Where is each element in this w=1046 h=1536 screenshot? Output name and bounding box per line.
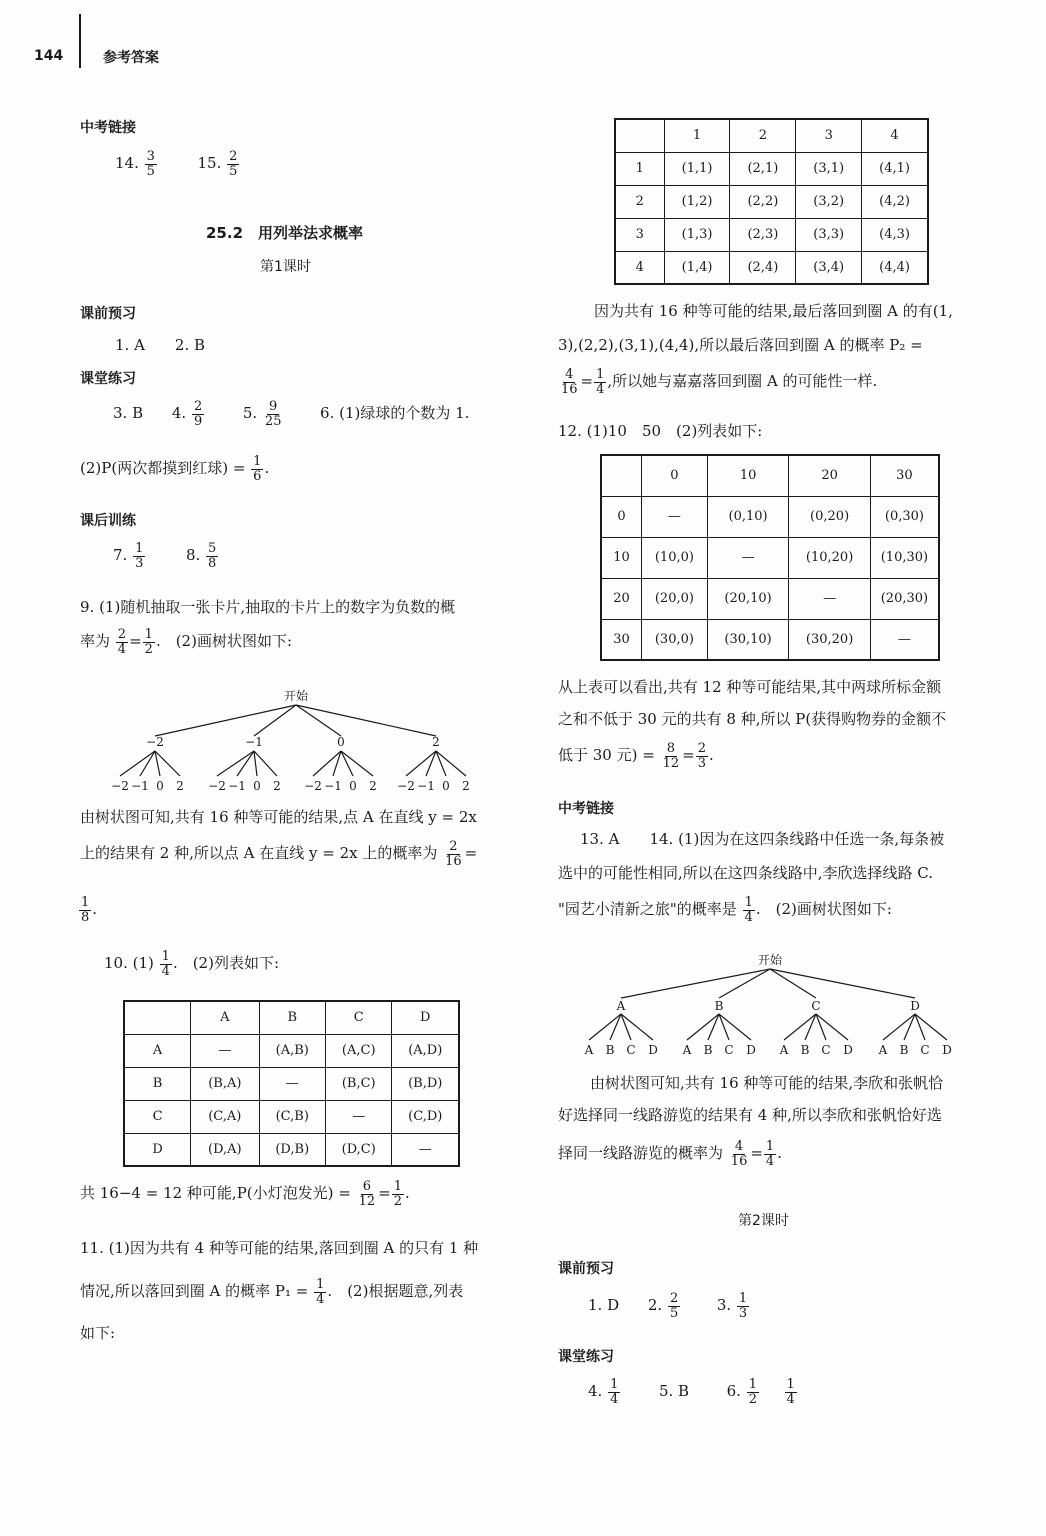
fraction: $\frac{4}{16}$ [730, 1139, 748, 1169]
class-practice-2-answers: 4. $\frac{1}{4}$ 5. B 6. $\frac{1}{2}$ $\frac{1}{4}$ [588, 1377, 795, 1407]
table-cell: — [707, 537, 789, 578]
table-row-label: 30 [601, 619, 641, 660]
svg-text:B: B [605, 1043, 615, 1057]
page-number: 144 [34, 48, 64, 64]
tree-diagram-1 [100, 680, 520, 800]
p11-line-1: 因为共有 16 种等可能的结果,最后落回到圈 A 的有(1, [594, 302, 953, 320]
table-cell: — [392, 1133, 459, 1166]
table-cell: (D,B) [259, 1133, 325, 1166]
table-cell: (D,A) [191, 1133, 259, 1166]
svg-text:A: A [682, 1043, 692, 1057]
svg-text:C: C [811, 999, 821, 1013]
table-cell: (10,30) [870, 537, 939, 578]
svg-text:D: D [942, 1043, 952, 1057]
table-cell: — [259, 1067, 325, 1100]
table-cell: (C,B) [259, 1100, 325, 1133]
q11-line-3: 如下: [80, 1324, 116, 1342]
table-header-cell: 0 [641, 455, 707, 496]
fraction: $\frac{1}{4}$ [316, 1277, 325, 1307]
q9-line-4: 上的结果有 2 种,所以点 A 在直线 y = 2x 上的概率为 $\frac{2}{16}$ = [80, 839, 478, 869]
q12-line: 12. (1)10 50 (2)列表如下: [558, 422, 763, 440]
svg-text:0: 0 [349, 779, 357, 793]
tree2-leaf-branches [589, 1014, 947, 1040]
table-cell: (30,10) [707, 619, 789, 660]
class-practice-answers: 3. B 4. $\frac{2}{9}$ 5. $\frac{9}{25}$ 6. (1)绿球的个数为 1. [113, 399, 470, 429]
tree1-leaves [111, 779, 470, 793]
table-header-cell: 2 [730, 119, 796, 152]
tree2-branches [621, 969, 915, 998]
fraction: $\frac{1}{4}$ [765, 1139, 775, 1169]
svg-text:D: D [746, 1043, 756, 1057]
table-row [124, 1100, 459, 1133]
table-cell: (20,30) [870, 578, 939, 619]
table-cell: (3,1) [796, 152, 862, 185]
table-cell: (20,0) [641, 578, 707, 619]
fraction: $\frac{2}{4}$ [117, 627, 127, 657]
tree1-leaf-branches [120, 751, 466, 776]
q10-line: 10. (1) $\frac{1}{4}$ . (2)列表如下: [104, 949, 280, 979]
table-cell: — [641, 496, 707, 537]
svg-text:B: B [703, 1043, 713, 1057]
table-row-label: 20 [601, 578, 641, 619]
fraction: $\frac{1}{8}$ [81, 895, 90, 925]
fraction: $\frac{8}{12}$ [662, 741, 680, 771]
q11-line-1: 11. (1)因为共有 4 种等可能的结果,落回到圈 A 的只有 1 种 [80, 1239, 479, 1257]
table-row [615, 152, 928, 185]
table-row-label: 1 [615, 152, 664, 185]
q14-line-2: 选中的可能性相同,所以在这四条线路中,李欣选择线路 C. [558, 864, 934, 882]
table-cell: (A,D) [392, 1034, 459, 1067]
q11-line-2: 情况,所以落回到圈 A 的概率 P₁ = $\frac{1}{4}$ . (2)根据题意,列表 [80, 1277, 464, 1307]
svg-text:B: B [714, 999, 724, 1013]
tree2-level1 [616, 999, 920, 1013]
svg-text:−1: −1 [417, 779, 435, 793]
heading-preview: 课前预习 [80, 306, 136, 322]
table-cell: (B,A) [191, 1067, 259, 1100]
table-cell: — [870, 619, 939, 660]
fraction: $\frac{3}{5}$ [146, 149, 155, 179]
q9-line-2: 率为 $\frac{2}{4}$ = $\frac{1}{2}$ . (2)画树状图如下: [80, 627, 293, 657]
svg-text:A: A [878, 1043, 888, 1057]
heading-after-class: 课后训练 [80, 513, 136, 529]
table-cell: (2,1) [730, 152, 796, 185]
fraction: $\frac{6}{12}$ [358, 1179, 376, 1209]
table-row [601, 619, 939, 660]
table-header-cell: 10 [707, 455, 789, 496]
svg-text:D: D [910, 999, 920, 1013]
table-header-cell [124, 1001, 191, 1034]
svg-text:2: 2 [462, 779, 470, 793]
fraction: $\frac{5}{8}$ [208, 541, 217, 571]
table-cell: (4,1) [862, 152, 928, 185]
table-row-label: D [124, 1133, 191, 1166]
table-1234 [614, 118, 929, 285]
svg-text:A: A [584, 1043, 594, 1057]
table-cell: — [789, 578, 871, 619]
lesson-2-title: 第2课时 [738, 1213, 789, 1229]
table-header-cell: 30 [870, 455, 939, 496]
table-cell: (0,30) [870, 496, 939, 537]
svg-text:2: 2 [273, 779, 281, 793]
fraction: $\frac{1}{2}$ [144, 627, 153, 657]
svg-text:−1: −1 [131, 779, 149, 793]
fraction: $\frac{1}{2}$ [393, 1179, 403, 1209]
fraction: $\frac{2}{5}$ [229, 149, 238, 179]
table-cell: (1,3) [664, 218, 730, 251]
table-row-label: B [124, 1067, 191, 1100]
table-header-row [124, 1001, 459, 1034]
table-cell: (A,C) [326, 1034, 392, 1067]
tree1-branches [155, 705, 436, 736]
q14-line-3: "园艺小清新之旅"的概率是 $\frac{1}{4}$ . (2)画树状图如下: [558, 895, 892, 925]
tree2-leaves [584, 1043, 952, 1057]
heading-zhongkao-link-2: 中考链接 [558, 801, 614, 817]
heading-class-practice: 课堂练习 [80, 371, 136, 387]
svg-text:D: D [648, 1043, 658, 1057]
table-header-cell: B [259, 1001, 325, 1034]
table-header-cell [615, 119, 664, 152]
table-cell: (C,D) [392, 1100, 459, 1133]
table-cell: (30,20) [789, 619, 871, 660]
table-row [124, 1067, 459, 1100]
svg-text:2: 2 [432, 735, 440, 749]
table-header-cell: 20 [789, 455, 871, 496]
table-row [615, 251, 928, 284]
table-row [615, 218, 928, 251]
heading-class-practice-2: 课堂练习 [558, 1349, 614, 1365]
table-cell: (30,0) [641, 619, 707, 660]
section-title: 25.2 用列举法求概率 [206, 224, 364, 242]
svg-text:−2: −2 [208, 779, 226, 793]
table-row-label: 3 [615, 218, 664, 251]
table-row-label: 2 [615, 185, 664, 218]
table-row [601, 537, 939, 578]
table-header-cell: 3 [796, 119, 862, 152]
table-row-label: C [124, 1100, 191, 1133]
fraction: $\frac{9}{25}$ [264, 399, 282, 429]
fraction: $\frac{1}{3}$ [135, 541, 144, 571]
fraction: $\frac{2}{9}$ [193, 399, 203, 429]
table-header-row [615, 119, 928, 152]
table-cell: (B,D) [392, 1067, 459, 1100]
svg-text:0: 0 [337, 735, 345, 749]
table-cell: (2,2) [730, 185, 796, 218]
table-cell: — [326, 1100, 392, 1133]
table-cell: (2,3) [730, 218, 796, 251]
answer-14-15: 14. $\frac{3}{5}$ 15. $\frac{2}{5}$ [115, 149, 238, 179]
table-cell: (3,4) [796, 251, 862, 284]
table-row [124, 1133, 459, 1166]
table-row-label: 10 [601, 537, 641, 578]
svg-text:−2: −2 [111, 779, 129, 793]
fraction: $\frac{1}{4}$ [161, 949, 170, 979]
table-header-cell: D [392, 1001, 459, 1034]
svg-text:C: C [724, 1043, 734, 1057]
table-header-row [601, 455, 939, 496]
tree1-level1 [146, 735, 440, 749]
svg-text:−1: −1 [228, 779, 246, 793]
svg-text:−1: −1 [245, 735, 263, 749]
table-row-label: 0 [601, 496, 641, 537]
svg-text:C: C [920, 1043, 930, 1057]
fraction: $\frac{2}{16}$ [445, 839, 462, 869]
table-cell: (4,3) [862, 218, 928, 251]
fraction: $\frac{1}{6}$ [253, 454, 262, 484]
q14-para-3: 择同一线路游览的概率为 $\frac{4}{16}$ = $\frac{1}{4}$ . [558, 1139, 782, 1169]
table-row-label: 4 [615, 251, 664, 284]
p11-line-3: $\frac{4}{16}$ = $\frac{1}{4}$ ,所以她与嘉嘉落回到圈 A 的可能性一样. [561, 367, 878, 397]
answer-6-part2: (2)P(两次都摸到红球) = $\frac{1}{6}$ . [80, 454, 270, 484]
page-section-title: 参考答案 [103, 50, 159, 66]
q14-para-2: 好选择同一线路游览的结果有 4 种,所以李欣和张帆恰好选 [558, 1106, 942, 1124]
svg-text:2: 2 [176, 779, 184, 793]
table-header-cell [601, 455, 641, 496]
table-cell: (2,4) [730, 251, 796, 284]
q10-result: 共 16−4 = 12 种可能,P(小灯泡发光) = $\frac{6}{12}$ = $\frac{1}{2}$ . [80, 1179, 410, 1209]
svg-text:D: D [843, 1043, 853, 1057]
table-row [615, 185, 928, 218]
svg-text:0: 0 [253, 779, 261, 793]
q12-para-1: 从上表可以看出,共有 12 种等可能结果,其中两球所标金额 [558, 678, 942, 696]
table-cell: (4,4) [862, 251, 928, 284]
tree-diagram-2 [570, 944, 970, 1060]
table-row-label: A [124, 1034, 191, 1067]
tree2-root: 开始 [757, 953, 783, 967]
table-cell: (20,10) [707, 578, 789, 619]
q14-para-1: 由树状图可知,共有 16 种等可能的结果,李欣和张帆恰 [590, 1074, 944, 1092]
q13-14-line-1: 13. A 14. (1)因为在这四条线路中任选一条,每条被 [580, 830, 945, 848]
fraction: $\frac{1}{4}$ [596, 367, 605, 397]
fraction: $\frac{1}{4}$ [786, 1377, 795, 1407]
table-cell: (C,A) [191, 1100, 259, 1133]
table-row [124, 1034, 459, 1067]
preview-2-answers: 1. D 2. $\frac{2}{5}$ 3. $\frac{1}{3}$ [588, 1291, 748, 1321]
table-cell: (1,2) [664, 185, 730, 218]
fraction: $\frac{1}{2}$ [748, 1377, 757, 1407]
q12-para-3: 低于 30 元) = $\frac{8}{12}$ = $\frac{2}{3}$ . [558, 741, 714, 771]
heading-zhongkao-link-1: 中考链接 [80, 120, 136, 136]
table-money [600, 454, 940, 661]
table-cell: (1,4) [664, 251, 730, 284]
fraction: $\frac{1}{3}$ [738, 1291, 748, 1321]
table-row [601, 578, 939, 619]
table-abcd [123, 1000, 460, 1167]
heading-preview-2: 课前预习 [558, 1261, 614, 1277]
table-cell: (3,2) [796, 185, 862, 218]
table-cell: (3,3) [796, 218, 862, 251]
fraction: $\frac{1}{4}$ [610, 1377, 619, 1407]
table-cell: (A,B) [259, 1034, 325, 1067]
svg-text:A: A [779, 1043, 789, 1057]
header-divider [79, 14, 81, 68]
svg-text:B: B [899, 1043, 909, 1057]
table-cell: (D,C) [326, 1133, 392, 1166]
svg-text:B: B [800, 1043, 810, 1057]
table-cell: (0,20) [789, 496, 871, 537]
table-cell: (B,C) [326, 1067, 392, 1100]
svg-text:−1: −1 [324, 779, 342, 793]
preview-answers: 1. A 2. B [115, 336, 206, 354]
q9-line-5: $\frac{1}{8}$ . [81, 895, 98, 925]
svg-text:−2: −2 [397, 779, 415, 793]
table-header-cell: 1 [664, 119, 730, 152]
svg-text:0: 0 [156, 779, 164, 793]
table-header-cell: A [191, 1001, 259, 1034]
table-cell: (4,2) [862, 185, 928, 218]
svg-text:2: 2 [369, 779, 377, 793]
svg-text:−2: −2 [146, 735, 164, 749]
q9-line-1: 9. (1)随机抽取一张卡片,抽取的卡片上的数字为负数的概 [80, 598, 456, 616]
svg-text:−2: −2 [304, 779, 322, 793]
fraction: $\frac{1}{4}$ [744, 895, 753, 925]
fraction: $\frac{4}{16}$ [561, 367, 578, 397]
table-row [601, 496, 939, 537]
svg-text:C: C [626, 1043, 636, 1057]
table-cell: (0,10) [707, 496, 789, 537]
q12-para-2: 之和不低于 30 元的共有 8 种,所以 P(获得购物券的金额不 [558, 710, 947, 728]
fraction: $\frac{2}{5}$ [669, 1291, 679, 1321]
q9-line-3: 由树状图可知,共有 16 种等可能的结果,点 A 在直线 y = 2x [80, 808, 477, 826]
svg-text:A: A [616, 999, 626, 1013]
svg-text:C: C [821, 1043, 831, 1057]
table-cell: (10,20) [789, 537, 871, 578]
after-class-answers: 7. $\frac{1}{3}$ 8. $\frac{5}{8}$ [113, 541, 217, 571]
p11-line-2: 3),(2,2),(3,1),(4,4),所以最后落回到圈 A 的概率 P₂ = [558, 336, 923, 354]
fraction: $\frac{2}{3}$ [697, 741, 706, 771]
lesson-1-title: 第1课时 [260, 259, 311, 275]
table-header-cell: C [326, 1001, 392, 1034]
table-header-cell: 4 [862, 119, 928, 152]
svg-text:0: 0 [442, 779, 450, 793]
table-cell: — [191, 1034, 259, 1067]
tree1-root: 开始 [283, 689, 309, 703]
table-cell: (1,1) [664, 152, 730, 185]
table-cell: (10,0) [641, 537, 707, 578]
